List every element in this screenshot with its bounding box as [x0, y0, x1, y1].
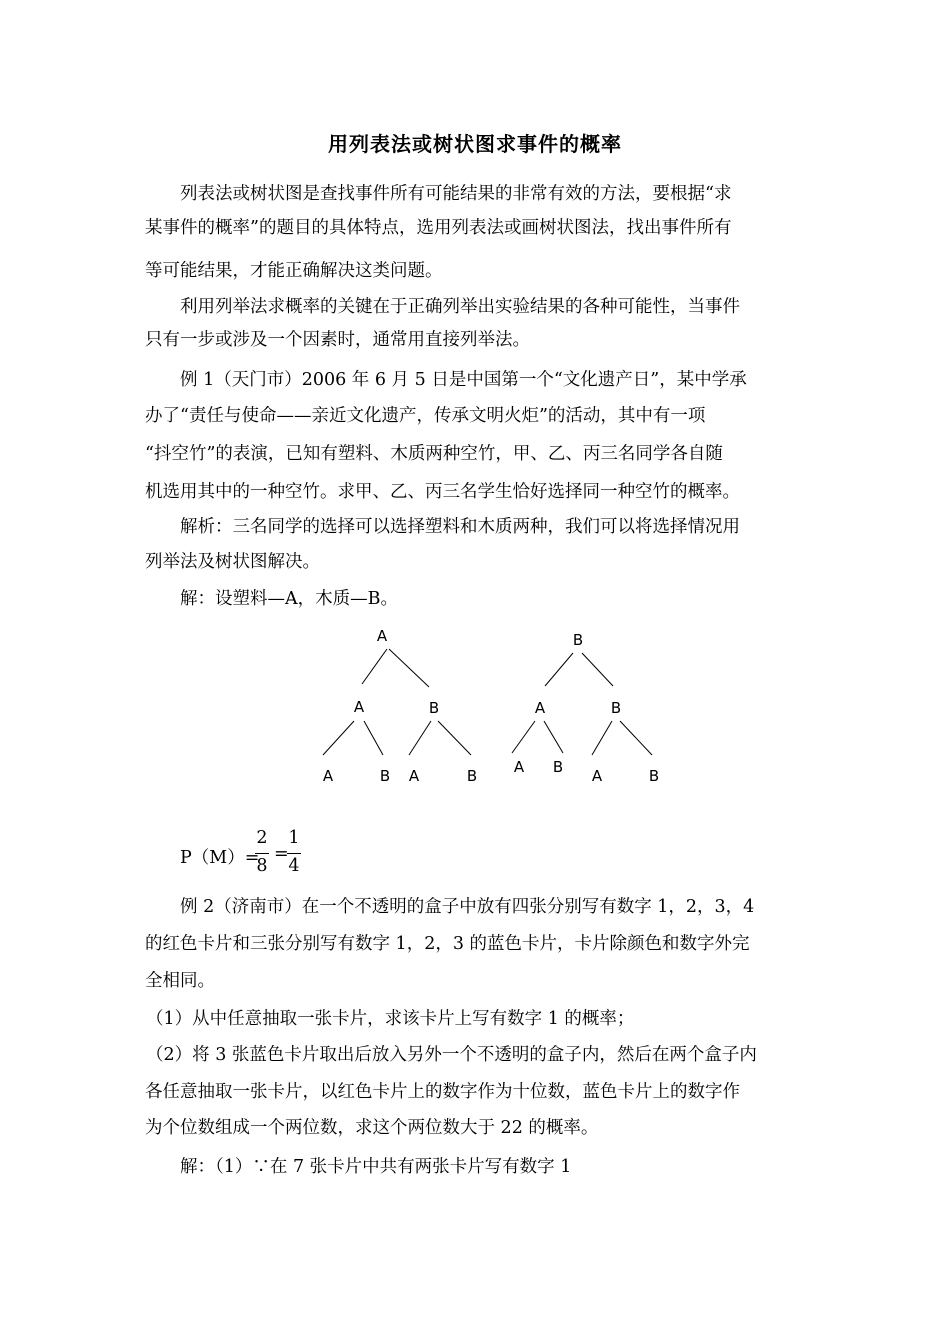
tree-diagram: [310, 620, 690, 800]
example-1-line: 机选用其中的一种空竹。求甲、乙、丙三名学生恰好选择同一种空竹的概率。: [145, 482, 740, 502]
paragraph-line: 列表法或树状图是查找事件所有可能结果的非常有效的方法，要根据“求: [180, 184, 732, 204]
example-1-line: “抖空竹”的表演，已知有塑料、木质两种空竹，甲、乙、丙三名同学各自随: [145, 444, 723, 464]
formula-label: P（M）=: [180, 848, 260, 868]
tree-node: A: [534, 699, 546, 717]
tree-node: A: [591, 767, 603, 785]
tree-node: B: [428, 699, 440, 717]
fraction-bar: [255, 853, 269, 854]
numerator: 1: [288, 828, 300, 848]
solution-2-line: 解：（1）∵在 7 张卡片中共有两张卡片写有数字 1: [180, 1157, 572, 1177]
analysis-line: 解析：三名同学的选择可以选择塑料和木质两种，我们可以将选择情况用: [180, 517, 740, 537]
tree-node: B: [610, 699, 622, 717]
solution-line: 解：设塑料—A，木质—B。: [180, 589, 398, 609]
example-1-line: 例 1（天门市）2006 年 6 月 5 日是中国第一个“文化遗产日”，某中学承: [180, 370, 747, 390]
question-2-line: （2）将 3 张蓝色卡片取出后放入另外一个不透明的盒子内，然后在两个盒子内: [146, 1045, 757, 1065]
tree-node: B: [466, 767, 478, 785]
denominator: 4: [288, 856, 300, 876]
tree-node: B: [379, 767, 391, 785]
tree-node: B: [648, 767, 660, 785]
numerator: 2: [256, 828, 268, 848]
fraction-bar: [287, 853, 301, 854]
page-title: 用列表法或树状图求事件的概率: [328, 132, 622, 156]
denominator: 8: [256, 856, 268, 876]
tree-node: A: [408, 767, 420, 785]
tree-node: A: [376, 627, 388, 645]
paragraph-line: 某事件的概率”的题目的具体特点，选用列表法或画树状图法，找出事件所有: [145, 218, 732, 238]
paragraph-line: 等可能结果，才能正确解决这类问题。: [145, 261, 443, 281]
question-1: （1）从中任意抽取一张卡片，求该卡片上写有数字 1 的概率；: [146, 1009, 635, 1029]
tree-node: A: [322, 767, 334, 785]
tree-node: A: [353, 698, 365, 716]
example-2-line: 例 2（济南市）在一个不透明的盒子中放有四张分别写有数字 1，2，3，4: [180, 897, 755, 917]
question-2-line: 各任意抽取一张卡片，以红色卡片上的数字作为十位数，蓝色卡片上的数字作: [145, 1082, 740, 1102]
paragraph-line: 只有一步或涉及一个因素时，通常用直接列举法。: [145, 330, 530, 350]
equals-sign: =: [274, 844, 289, 864]
analysis-line: 列举法及树状图解决。: [145, 552, 320, 572]
tree-node: B: [572, 631, 584, 649]
tree-node: A: [513, 758, 525, 776]
example-2-line: 的红色卡片和三张分别写有数字 1，2，3 的蓝色卡片，卡片除颜色和数字外完: [145, 934, 750, 954]
question-2-line: 为个位数组成一个两位数，求这个两位数大于 22 的概率。: [145, 1118, 599, 1138]
example-1-line: 办了“责任与使命——亲近文化遗产，传承文明火炬”的活动，其中有一项: [145, 406, 706, 426]
example-2-line: 全相同。: [145, 971, 215, 991]
tree-node: B: [552, 758, 564, 776]
paragraph-line: 利用列举法求概率的关键在于正确列举出实验结果的各种可能性，当事件: [180, 297, 740, 317]
